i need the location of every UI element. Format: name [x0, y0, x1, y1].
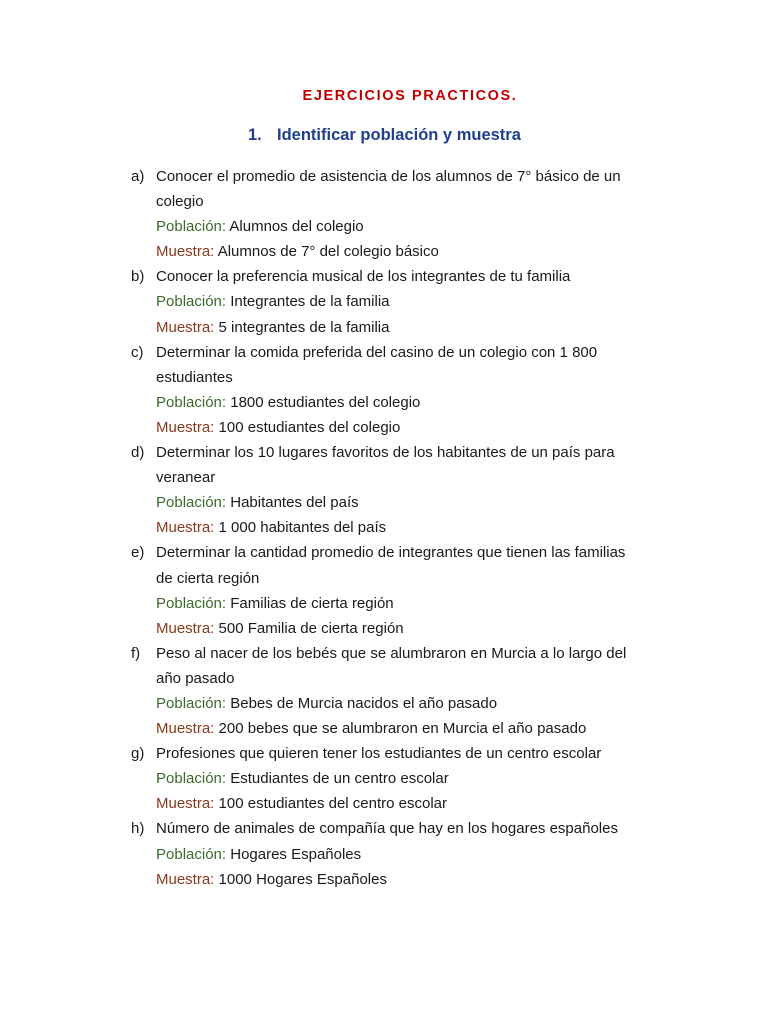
poblacion-label: Población:: [156, 218, 227, 236]
exercise-item: [131, 741, 691, 816]
question-line: año pasado: [156, 669, 235, 687]
muestra-value: 1 000 habitantes del país: [218, 519, 387, 537]
item-letter: e): [131, 544, 145, 562]
poblacion-line: [156, 390, 691, 415]
poblacion-label: Población:: [156, 694, 227, 712]
question-line: Profesiones que quieren tener los estudiantes de un centro escolar: [156, 745, 602, 763]
poblacion-value: Habitantes del país: [230, 494, 359, 512]
muestra-value: 100 estudiantes del centro escolar: [218, 795, 448, 813]
muestra-label: Muestra:: [156, 720, 215, 738]
poblacion-value: 1800 estudiantes del colegio: [230, 393, 421, 411]
exercise-item: [131, 164, 691, 264]
poblacion-label: Población:: [156, 594, 227, 612]
item-letter: f): [131, 644, 141, 662]
muestra-line: [156, 515, 691, 540]
poblacion-label: Población:: [156, 770, 227, 788]
poblacion-line: [156, 289, 691, 314]
exercise-item: [131, 816, 691, 891]
muestra-label: Muestra:: [156, 318, 215, 336]
exercise-item: [131, 440, 691, 540]
poblacion-line: [156, 490, 691, 515]
question-line: Determinar la cantidad promedio de integrantes que tienen las familias: [156, 544, 626, 562]
muestra-value: 200 bebes que se alumbraron en Murcia el año pasado: [218, 720, 587, 738]
poblacion-value: Hogares Españoles: [230, 845, 362, 863]
question-line: Peso al nacer de los bebés que se alumbraron en Murcia a lo largo del: [156, 644, 627, 662]
muestra-line: [156, 315, 691, 340]
muestra-value: 1000 Hogares Españoles: [218, 870, 387, 888]
muestra-label: Muestra:: [156, 519, 215, 537]
question-line: Determinar los 10 lugares favoritos de los habitantes de un país para: [156, 444, 615, 462]
poblacion-value: Alumnos del colegio: [229, 218, 364, 236]
section-heading-text: Identificar población y muestra: [277, 126, 521, 144]
exercise-item: [131, 340, 691, 440]
question-line: Determinar la comida preferida del casino de un colegio con 1 800: [156, 343, 598, 361]
exercise-item: [131, 540, 691, 640]
poblacion-value: Integrantes de la familia: [230, 293, 390, 311]
poblacion-line: [156, 691, 691, 716]
poblacion-value: Estudiantes de un centro escolar: [230, 770, 449, 788]
section-number: 1.: [248, 126, 262, 144]
item-letter: b): [131, 268, 145, 286]
exercise-list: [131, 164, 691, 892]
question-line: colegio: [156, 193, 204, 211]
question-line: Conocer la preferencia musical de los integrantes de tu familia: [156, 268, 571, 286]
muestra-line: [156, 239, 691, 264]
document-title: EJERCICIOS PRACTICOS.: [302, 88, 518, 104]
poblacion-line: [156, 766, 691, 791]
item-letter: a): [131, 168, 145, 185]
muestra-line: [156, 415, 691, 440]
muestra-line: [156, 716, 691, 741]
muestra-line: [156, 616, 691, 641]
exercise-item: [131, 641, 691, 741]
muestra-label: Muestra:: [156, 243, 215, 261]
question-line: veranear: [156, 469, 216, 487]
poblacion-label: Población:: [156, 393, 227, 411]
muestra-label: Muestra:: [156, 870, 215, 888]
poblacion-line: [156, 842, 691, 867]
item-letter: d): [131, 444, 145, 462]
poblacion-value: Bebes de Murcia nacidos el año pasado: [230, 694, 498, 712]
muestra-value: 500 Familia de cierta región: [218, 619, 404, 637]
poblacion-line: [156, 214, 691, 239]
muestra-line: [156, 867, 691, 892]
muestra-value: 100 estudiantes del colegio: [218, 418, 401, 436]
question-line: Número de animales de compañía que hay en los hogares españoles: [156, 820, 618, 838]
poblacion-label: Población:: [156, 494, 227, 512]
muestra-value: 5 integrantes de la familia: [218, 318, 390, 336]
poblacion-value: Familias de cierta región: [230, 594, 394, 612]
poblacion-label: Población:: [156, 293, 227, 311]
muestra-label: Muestra:: [156, 795, 215, 813]
question-line: Conocer el promedio de asistencia de los alumnos de 7° básico de un: [156, 168, 621, 185]
poblacion-line: [156, 591, 691, 616]
muestra-label: Muestra:: [156, 619, 215, 637]
question-line: de cierta región: [156, 569, 260, 587]
item-letter: h): [131, 820, 145, 838]
muestra-line: [156, 791, 691, 816]
muestra-value: Alumnos de 7° del colegio básico: [217, 243, 439, 261]
muestra-label: Muestra:: [156, 418, 215, 436]
exercise-item: [131, 264, 691, 339]
item-letter: c): [131, 343, 144, 361]
poblacion-label: Población:: [156, 845, 227, 863]
section-heading: [248, 126, 521, 145]
item-letter: g): [131, 745, 145, 763]
question-line: estudiantes: [156, 368, 233, 386]
